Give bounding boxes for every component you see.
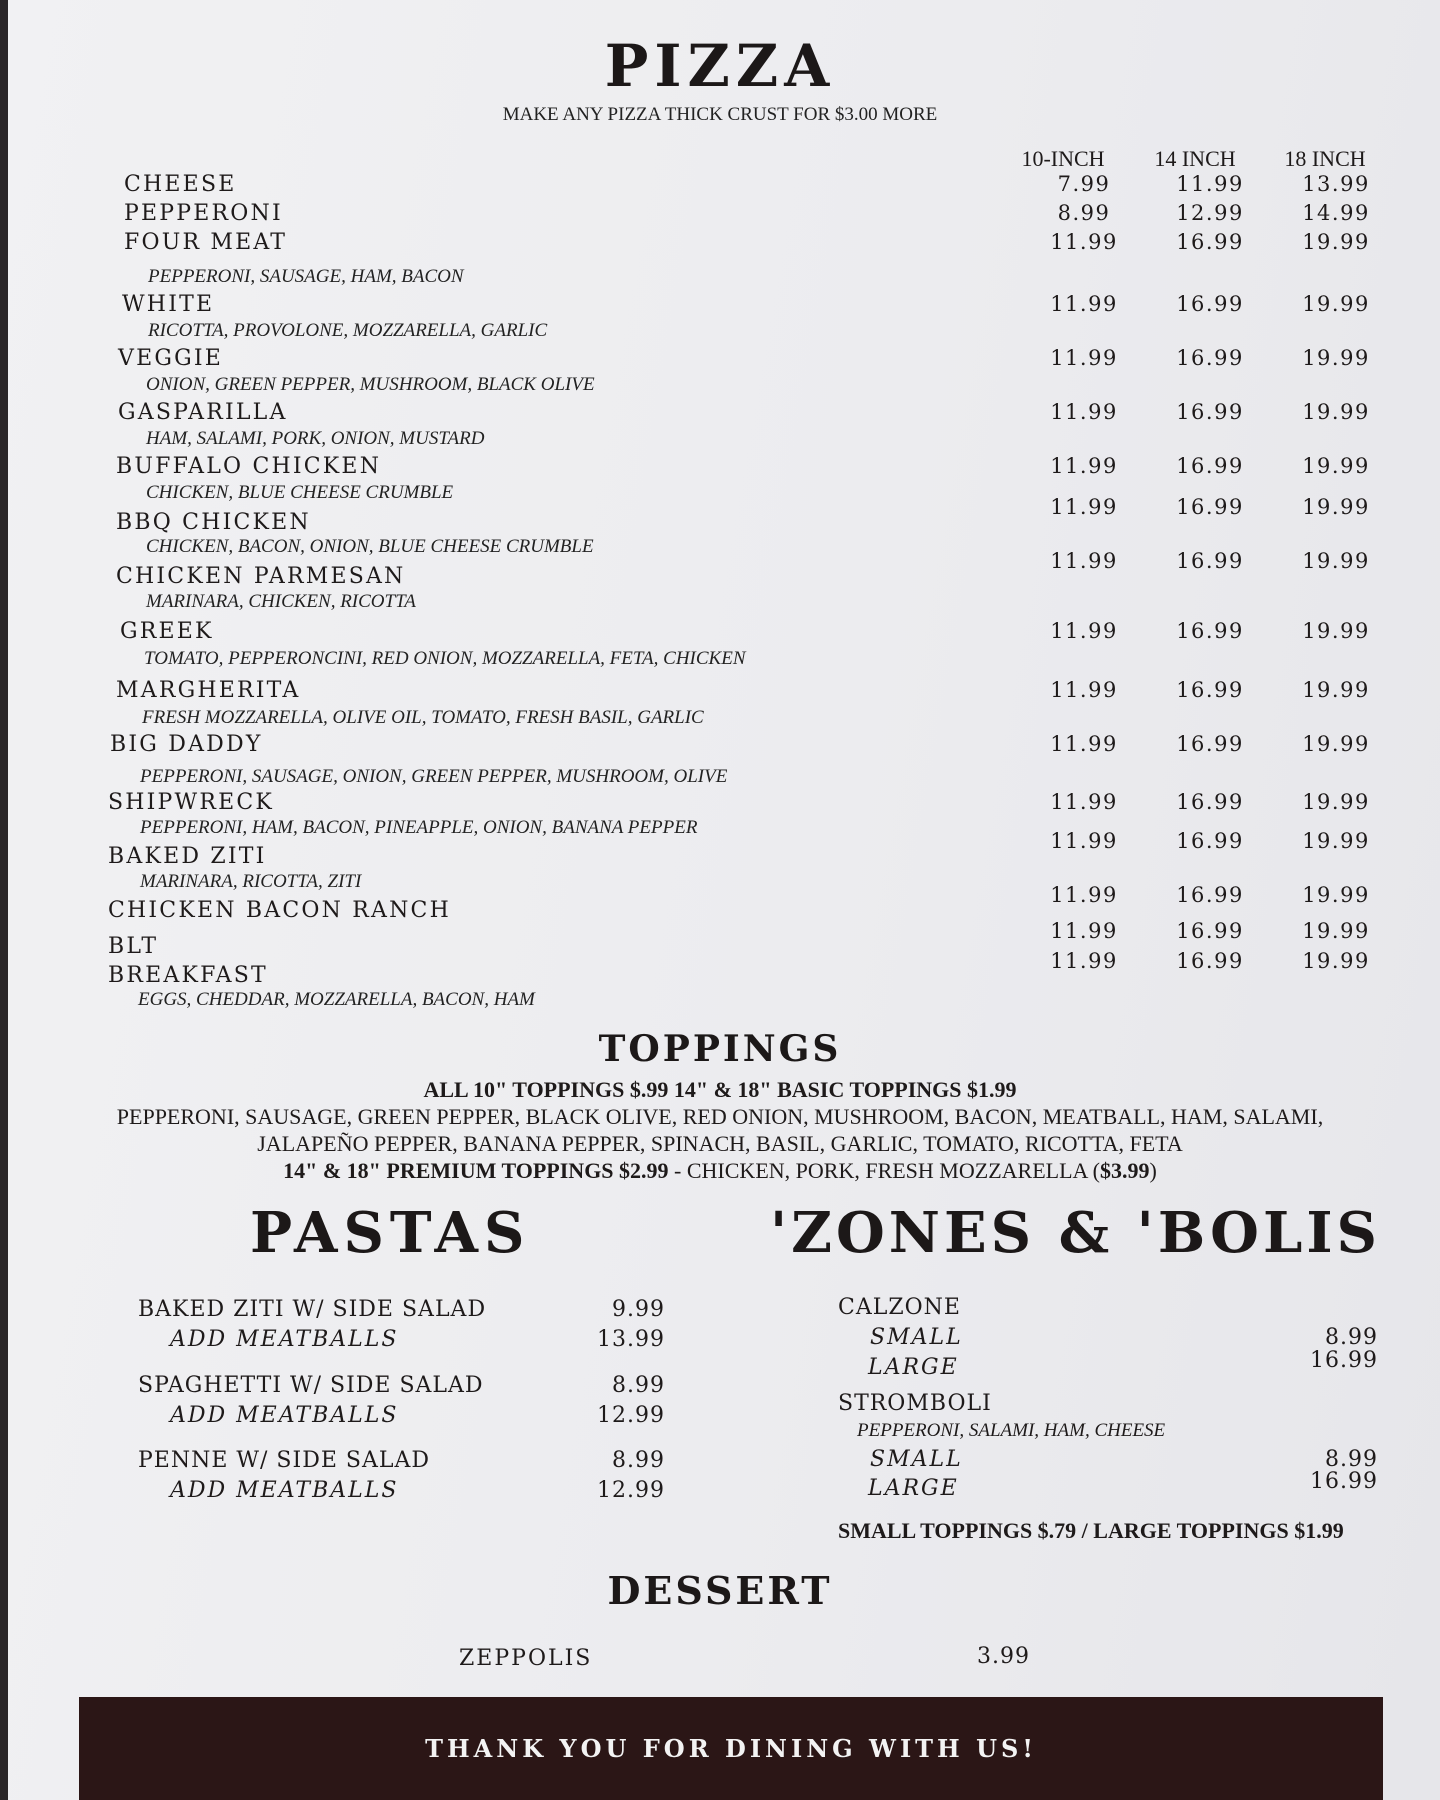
- pizza-price: 19.99: [1302, 829, 1370, 853]
- pizza-price: 16.99: [1176, 678, 1244, 702]
- pizza-price: 16.99: [1176, 549, 1244, 573]
- pasta-name: BAKED ZITI W/ SIDE SALAD: [138, 1297, 487, 1322]
- pizza-price: 11.99: [1050, 549, 1118, 573]
- size-header-18: 18 INCH: [1284, 146, 1366, 171]
- zones-bolis-title: 'ZONES & 'BOLIS: [770, 1200, 1381, 1266]
- calzone-small: SMALL: [870, 1325, 963, 1350]
- pizza-name: BBQ CHICKEN: [116, 510, 311, 535]
- pizza-price: 16.99: [1176, 732, 1244, 756]
- pizza-price: 19.99: [1302, 883, 1370, 907]
- pizza-price: 11.99: [1050, 678, 1118, 702]
- pizza-price: 16.99: [1176, 346, 1244, 370]
- pizza-price: 11.99: [1050, 346, 1118, 370]
- toppings-line-basic-2: JALAPEÑO PEPPER, BANANA PEPPER, SPINACH, BASIL, GARLIC, TOMATO, RICOTTA, FETA: [257, 1131, 1183, 1156]
- pizza-price: 19.99: [1302, 230, 1370, 254]
- pasta-addon-price: 12.99: [597, 1478, 665, 1503]
- page-edge: [0, 0, 8, 1800]
- pizza-desc: EGGS, CHEDDAR, MOZZARELLA, BACON, HAM: [138, 989, 535, 1010]
- premium-label: 14" & 18" PREMIUM TOPPINGS $2.99: [283, 1158, 669, 1183]
- pizza-name: FOUR MEAT: [124, 230, 288, 255]
- dessert-item: ZEPPOLIS: [459, 1646, 593, 1671]
- pasta-name: SPAGHETTI W/ SIDE SALAD: [138, 1373, 484, 1398]
- size-header-10: 10-INCH: [1021, 146, 1105, 171]
- stromboli-large-price: 16.99: [1310, 1469, 1378, 1494]
- stromboli-small-price: 8.99: [1325, 1447, 1378, 1472]
- pizza-name: CHEESE: [124, 172, 237, 197]
- pizza-name: GASPARILLA: [118, 400, 288, 425]
- pasta-addon-price: 12.99: [597, 1403, 665, 1428]
- stromboli-small: SMALL: [870, 1447, 963, 1472]
- pizza-subtitle: MAKE ANY PIZZA THICK CRUST FOR $3.00 MORE: [502, 104, 938, 125]
- footer-banner: [79, 1697, 1383, 1800]
- pizza-title: PIZZA: [604, 32, 836, 100]
- pizza-price: 11.99: [1050, 400, 1118, 424]
- pizza-name: BLT: [108, 934, 159, 959]
- pizza-price: 19.99: [1302, 949, 1370, 973]
- pizza-price: 11.99: [1050, 949, 1118, 973]
- pizza-desc: MARINARA, CHICKEN, RICOTTA: [146, 591, 416, 612]
- pizza-price: 11.99: [1050, 454, 1118, 478]
- pizza-desc: PEPPERONI, HAM, BACON, PINEAPPLE, ONION, BANANA PEPPER: [140, 817, 698, 838]
- toppings-line-premium: [0, 1158, 1440, 1184]
- premium-items: - CHICKEN, PORK, FRESH MOZZARELLA (: [668, 1158, 1101, 1183]
- pizza-price: 16.99: [1176, 883, 1244, 907]
- pizza-name: BUFFALO CHICKEN: [116, 454, 382, 479]
- pizza-price: 11.99: [1050, 619, 1118, 643]
- pizza-desc: PEPPERONI, SAUSAGE, ONION, GREEN PEPPER, MUSHROOM, OLIVE: [140, 766, 728, 787]
- pizza-name: MARGHERITA: [116, 678, 301, 703]
- pizza-price: 16.99: [1176, 790, 1244, 814]
- footer-text: THANK YOU FOR DINING WITH US!: [425, 1734, 1037, 1763]
- pasta-addon: ADD MEATBALLS: [170, 1327, 399, 1352]
- dessert-title: DESSERT: [607, 1568, 833, 1613]
- pizza-price: 16.99: [1176, 495, 1244, 519]
- pizza-price: 19.99: [1302, 732, 1370, 756]
- pizza-price: 16.99: [1176, 919, 1244, 943]
- toppings-line-prices: ALL 10" TOPPINGS $.99 14" & 18" BASIC TOPPINGS $1.99: [423, 1077, 1017, 1102]
- pizza-price: 19.99: [1302, 549, 1370, 573]
- calzone-name: CALZONE: [838, 1295, 961, 1320]
- pizza-price: 11.99: [1050, 292, 1118, 316]
- pizza-name: PEPPERONI: [124, 201, 283, 226]
- pasta-name: PENNE W/ SIDE SALAD: [138, 1448, 430, 1473]
- pizza-price: 16.99: [1176, 829, 1244, 853]
- pizza-name: CHICKEN BACON RANCH: [108, 898, 451, 923]
- pizza-price: 16.99: [1176, 400, 1244, 424]
- fresh-mozz-price: $3.99: [1100, 1158, 1150, 1183]
- pizza-price: 11.99: [1050, 883, 1118, 907]
- pizza-name: CHICKEN PARMESAN: [116, 564, 406, 589]
- pizza-name: GREEK: [120, 619, 214, 644]
- pizza-price: 16.99: [1176, 230, 1244, 254]
- pizza-price: 13.99: [1302, 172, 1370, 196]
- stromboli-large: LARGE: [868, 1476, 959, 1501]
- pizza-name: SHIPWRECK: [108, 790, 275, 815]
- pizza-price: 11.99: [1050, 919, 1118, 943]
- pasta-price: 9.99: [612, 1297, 665, 1322]
- stromboli-name: STROMBOLI: [838, 1391, 992, 1416]
- pizza-price: 11.99: [1050, 495, 1118, 519]
- pizza-price: 19.99: [1302, 292, 1370, 316]
- pizza-desc: CHICKEN, BLUE CHEESE CRUMBLE: [146, 482, 454, 503]
- pizza-price: 16.99: [1176, 619, 1244, 643]
- pastas-title: PASTAS: [250, 1200, 531, 1266]
- pizza-desc: RICOTTA, PROVOLONE, MOZZARELLA, GARLIC: [148, 320, 548, 341]
- pizza-name: BREAKFAST: [108, 963, 268, 988]
- pizza-price: 7.99: [1057, 172, 1111, 196]
- pizza-price: 11.99: [1050, 829, 1118, 853]
- pizza-price: 19.99: [1302, 400, 1370, 424]
- toppings-title: TOPPINGS: [598, 1028, 842, 1070]
- dessert-price: 3.99: [977, 1644, 1030, 1669]
- premium-close: ): [1149, 1158, 1157, 1183]
- pizza-price: 11.99: [1050, 790, 1118, 814]
- calzone-large: LARGE: [868, 1355, 959, 1380]
- pizza-price: 8.99: [1057, 201, 1111, 225]
- pizza-price: 16.99: [1176, 292, 1244, 316]
- pasta-addon: ADD MEATBALLS: [170, 1403, 399, 1428]
- calzone-large-price: 16.99: [1310, 1348, 1378, 1373]
- pizza-desc: HAM, SALAMI, PORK, ONION, MUSTARD: [146, 428, 485, 449]
- stromboli-desc: PEPPERONI, SALAMI, HAM, CHEESE: [857, 1420, 1166, 1441]
- pasta-price: 8.99: [612, 1448, 665, 1473]
- pasta-price: 8.99: [612, 1373, 665, 1398]
- toppings-line-basic-1: PEPPERONI, SAUSAGE, GREEN PEPPER, BLACK OLIVE, RED ONION, MUSHROOM, BACON, MEATBALL, HAM, SALAMI,: [116, 1104, 1324, 1129]
- pizza-price: 19.99: [1302, 454, 1370, 478]
- pizza-price: 19.99: [1302, 678, 1370, 702]
- pizza-price: 19.99: [1302, 346, 1370, 370]
- pizza-price: 14.99: [1302, 201, 1370, 225]
- pizza-desc: MARINARA, RICOTTA, ZITI: [140, 871, 362, 892]
- calzone-small-price: 8.99: [1325, 1325, 1378, 1350]
- pizza-price: 19.99: [1302, 619, 1370, 643]
- pizza-desc: TOMATO, PEPPERONCINI, RED ONION, MOZZARELLA, FETA, CHICKEN: [144, 648, 746, 669]
- pizza-price: 11.99: [1050, 230, 1118, 254]
- pizza-desc: FRESH MOZZARELLA, OLIVE OIL, TOMATO, FRESH BASIL, GARLIC: [142, 707, 704, 728]
- pizza-price: 16.99: [1176, 454, 1244, 478]
- pizza-name: BIG DADDY: [110, 732, 263, 757]
- zones-toppings-note: SMALL TOPPINGS $.79 / LARGE TOPPINGS $1.99: [838, 1518, 1344, 1543]
- pizza-name: VEGGIE: [118, 346, 224, 371]
- pizza-desc: ONION, GREEN PEPPER, MUSHROOM, BLACK OLIVE: [146, 374, 595, 395]
- pizza-price: 11.99: [1176, 172, 1244, 196]
- pizza-price: 19.99: [1302, 495, 1370, 519]
- pizza-name: BAKED ZITI: [108, 844, 267, 869]
- pizza-price: 12.99: [1176, 201, 1244, 225]
- pizza-price: 19.99: [1302, 790, 1370, 814]
- pizza-price: 16.99: [1176, 949, 1244, 973]
- pizza-price: 19.99: [1302, 919, 1370, 943]
- pizza-price: 11.99: [1050, 732, 1118, 756]
- pizza-name: WHITE: [122, 292, 215, 317]
- pizza-desc: PEPPERONI, SAUSAGE, HAM, BACON: [148, 266, 464, 287]
- pasta-addon-price: 13.99: [597, 1327, 665, 1352]
- pasta-addon: ADD MEATBALLS: [170, 1478, 399, 1503]
- pizza-desc: CHICKEN, BACON, ONION, BLUE CHEESE CRUMBLE: [146, 536, 594, 557]
- size-header-14: 14 INCH: [1154, 146, 1236, 171]
